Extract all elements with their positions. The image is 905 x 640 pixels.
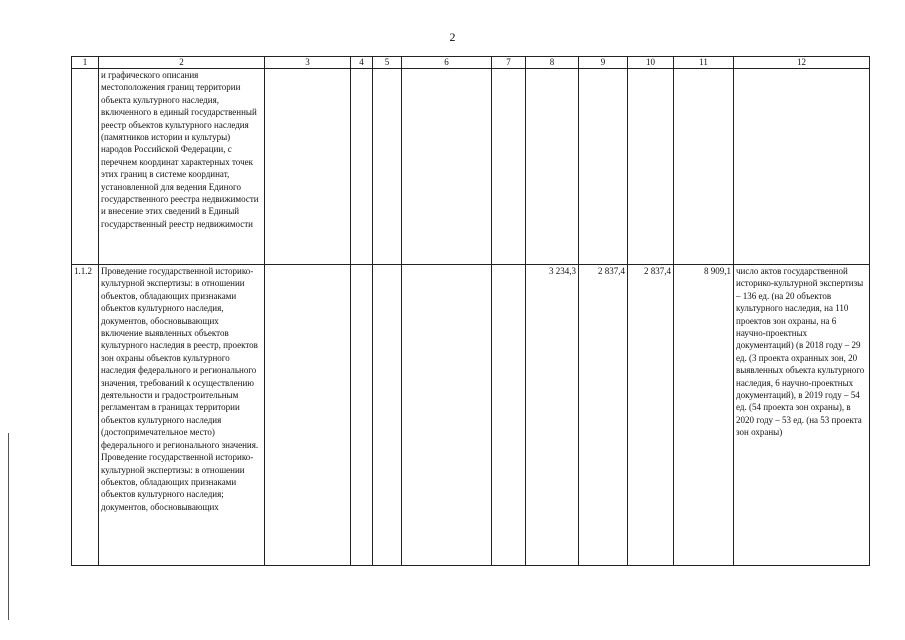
col-header-11: 11 — [674, 57, 734, 69]
cell-col5 — [373, 69, 402, 265]
table-row — [72, 69, 870, 265]
col-header-12: 12 — [734, 57, 870, 69]
col-header-10: 10 — [628, 57, 674, 69]
row-indicator — [734, 69, 870, 265]
col-header-1: 1 — [72, 57, 99, 69]
scan-margin-line — [8, 433, 9, 620]
cell-col6 — [402, 265, 492, 566]
cell-col7 — [492, 265, 526, 566]
cell-col11: 8 909,1 — [674, 265, 734, 566]
page-number: 2 — [449, 30, 456, 44]
program-table — [71, 56, 870, 566]
cell-col8 — [526, 69, 579, 265]
header-row — [72, 57, 870, 69]
row-code: 1.1.2 — [72, 265, 99, 566]
row-description: Проведение государственной историко-культурной экспертизы: в отношении объектов, обладающих признаками объектов культурного наследия, документов, обосновывающих включение выявленных объектов культурного наследия в реестр, проектов зон охраны объектов культурного наследия федерального и регионального значения, требований к осуществлению деятельности и градостроительным регламентам в границах территории объектов культурного наследия (достопримечательное место) федерального и регионального значения. Проведение государственной историко-культурной экспертизы: в отношении объектов, обладающих признаками объектов культурного наследия; документов, обосновывающих — [99, 265, 265, 566]
cell-col11 — [674, 69, 734, 265]
col-header-6: 6 — [402, 57, 492, 69]
col-header-2: 2 — [99, 57, 265, 69]
col-header-4: 4 — [351, 57, 373, 69]
cell-col3 — [265, 69, 351, 265]
col-header-5: 5 — [373, 57, 402, 69]
col-header-7: 7 — [492, 57, 526, 69]
col-header-8: 8 — [526, 57, 579, 69]
cell-col7 — [492, 69, 526, 265]
cell-col10: 2 837,4 — [628, 265, 674, 566]
cell-col9 — [579, 69, 628, 265]
cell-col5 — [373, 265, 402, 566]
col-header-3: 3 — [265, 57, 351, 69]
cell-col8: 3 234,3 — [526, 265, 579, 566]
cell-col4 — [351, 265, 373, 566]
cell-col3 — [265, 265, 351, 566]
cell-col10 — [628, 69, 674, 265]
cell-col6 — [402, 69, 492, 265]
col-header-9: 9 — [579, 57, 628, 69]
row-code — [72, 69, 99, 265]
cell-col4 — [351, 69, 373, 265]
row-indicator: число актов государственной историко-культурной экспертизы – 136 ед. (на 20 объектов культурного наследия, на 110 проектов зон охраны, на 6 научно-проектных документаций) (в 2018 году – 29 ед. (3 проекта охранных зон, 20 выявленных объекта культурного наследия, 6 научно-проектных документаций), в 2019 году – 54 ед. (54 проекта зон охраны), в 2020 году – 53 ед. (на 53 проекта зон охраны) — [734, 265, 870, 566]
row-description: и графического описания местоположения границ территории объекта культурного наследия, включенного в единый государственный реестр объектов культурного наследия (памятников истории и культуры) народов Российской Федерации, с перечнем координат характерных точек этих границ в системе координат, установленной для ведения Единого государственного реестра недвижимости и внесение этих сведений в Единый государственный реестр недвижимости — [99, 69, 265, 265]
table-row — [72, 265, 870, 566]
cell-col9: 2 837,4 — [579, 265, 628, 566]
